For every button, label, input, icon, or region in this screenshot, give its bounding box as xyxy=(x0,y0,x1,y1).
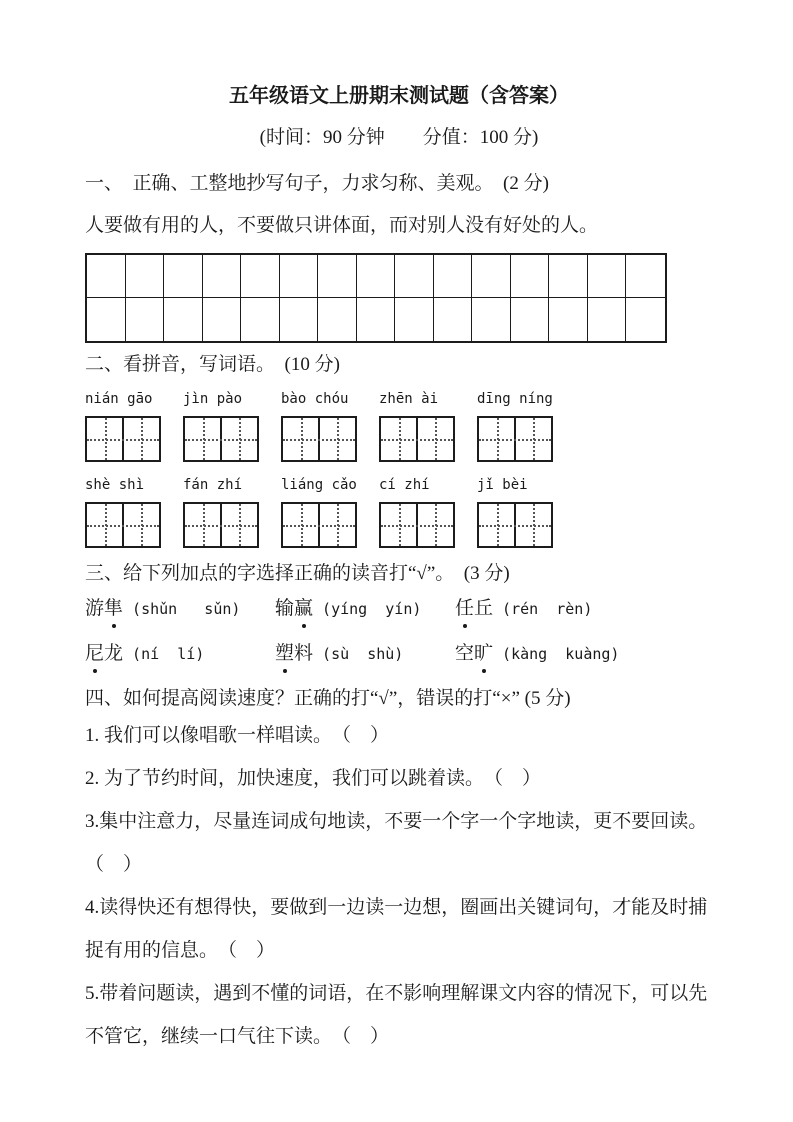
s3-row-1 xyxy=(85,596,713,622)
pinyin-row-2 xyxy=(85,475,713,548)
question-item: 4.读得快还有想得快，要做到一边读一边想，圈画出关键词句，才能及时捕捉有用的信息。 （ ） xyxy=(85,897,708,961)
pinyin-word xyxy=(477,475,553,548)
section4-heading: 四、如何提高阅读速度？正确的打“√”，错误的打“×” (5 分) xyxy=(85,688,571,709)
writing-box xyxy=(281,502,357,548)
writing-box xyxy=(477,502,553,548)
section1-heading: 一、 正确、工整地抄写句子，力求匀称、美观。 (2 分) xyxy=(85,173,549,194)
exam-time-score: (时间：90 分钟 分值：100 分) xyxy=(259,127,539,148)
pronunciation-item xyxy=(455,596,713,622)
copy-grid-cell xyxy=(241,255,280,298)
copy-grid-cell xyxy=(395,255,434,298)
copy-grid-cell xyxy=(280,255,319,298)
copy-grid-cell xyxy=(318,255,357,298)
question-item: 2. 为了节约时间，加快速度，我们可以跳着读。 （ ） xyxy=(85,768,542,789)
question-item: 1. 我们可以像唱歌一样唱读。 （ ） xyxy=(85,725,390,746)
dotted-word: 输赢 xyxy=(275,598,313,619)
pinyin-label: shè shì xyxy=(85,477,145,493)
copy-grid-cell xyxy=(434,255,473,298)
dotted-word: 塑料 xyxy=(275,643,313,664)
copy-grid-cell xyxy=(241,298,280,341)
copy-grid-cell xyxy=(203,298,242,341)
pinyin-word xyxy=(477,389,553,462)
copy-grid-cell xyxy=(87,298,126,341)
writing-box xyxy=(379,416,455,462)
writing-box xyxy=(379,502,455,548)
pinyin-label: jǐ bèi xyxy=(477,477,528,493)
pinyin-word xyxy=(183,389,259,462)
copy-grid-cell xyxy=(357,255,396,298)
copy-grid-cell xyxy=(626,298,665,341)
copy-grid-cell xyxy=(472,298,511,341)
copy-grid-cell xyxy=(126,255,165,298)
pinyin-row-1 xyxy=(85,389,713,462)
copy-grid-cell xyxy=(357,298,396,341)
pinyin-label: bào chóu xyxy=(281,391,349,407)
pronunciation-item xyxy=(85,596,275,622)
pinyin-label: liáng cǎo xyxy=(281,477,357,493)
reading-options: (yíng yín) xyxy=(313,600,422,618)
pinyin-word xyxy=(183,475,259,548)
copy-grid-cell xyxy=(511,255,550,298)
reading-options: (rén rèn) xyxy=(493,600,593,618)
writing-box xyxy=(183,502,259,548)
pinyin-label: jìn pào xyxy=(183,391,243,407)
copy-grid-cell xyxy=(549,255,588,298)
reading-items xyxy=(85,714,717,1058)
pinyin-word xyxy=(281,475,357,548)
pinyin-word xyxy=(281,389,357,462)
copy-grid-cell xyxy=(318,298,357,341)
pinyin-label: zhēn ài xyxy=(379,391,439,407)
copy-grid-cell xyxy=(164,255,203,298)
copy-grid-cell xyxy=(588,255,627,298)
pinyin-word xyxy=(85,389,161,462)
writing-box xyxy=(183,416,259,462)
copy-grid-cell xyxy=(588,298,627,341)
writing-box xyxy=(85,502,161,548)
reading-options: (kàng kuàng) xyxy=(493,645,620,663)
dotted-word: 尼龙 xyxy=(85,643,123,664)
pronunciation-item xyxy=(275,596,455,622)
question-item: 5.带着问题读，遇到不懂的词语，在不影响理解课文内容的情况下，可以先不管它，继续一口气往下读。 （ ） xyxy=(85,983,708,1047)
copy-grid-cell xyxy=(126,298,165,341)
pinyin-label: cí zhí xyxy=(379,477,430,493)
pinyin-label: nián gāo xyxy=(85,391,153,407)
copy-grid-cell xyxy=(203,255,242,298)
dotted-word: 空旷 xyxy=(455,643,493,664)
page-title: 五年级语文上册期末测试题（含答案） xyxy=(229,85,569,107)
pronunciation-item xyxy=(455,641,713,667)
writing-box xyxy=(281,416,357,462)
pinyin-label: fán zhí xyxy=(183,477,243,493)
writing-box xyxy=(85,416,161,462)
copy-grid-cell xyxy=(164,298,203,341)
pinyin-word xyxy=(379,475,455,548)
question-item: 3.集中注意力，尽量连词成句地读，不要一个字一个字地读，更不要回读。 （ ） xyxy=(85,811,717,875)
copy-grid-cell xyxy=(511,298,550,341)
dotted-word: 游隼 xyxy=(85,598,123,619)
copy-grid-cell xyxy=(280,298,319,341)
section2-heading: 二、看拼音，写词语。 (10 分) xyxy=(85,354,340,375)
copy-grid-cell xyxy=(87,255,126,298)
copy-grid-cell xyxy=(626,255,665,298)
s3-row-2 xyxy=(85,641,713,667)
copy-grid-cell xyxy=(395,298,434,341)
copy-grid-cell xyxy=(434,298,473,341)
pinyin-label: dīng níng xyxy=(477,391,553,407)
writing-box xyxy=(477,416,553,462)
copy-grid-cell xyxy=(472,255,511,298)
reading-options: (sù shù) xyxy=(313,645,404,663)
copy-grid xyxy=(85,253,667,343)
pinyin-word xyxy=(379,389,455,462)
pinyin-word xyxy=(85,475,161,548)
copy-grid-cell xyxy=(549,298,588,341)
dotted-word: 任丘 xyxy=(455,598,493,619)
pronunciation-item xyxy=(85,641,275,667)
pronunciation-item xyxy=(275,641,455,667)
copy-sentence: 人要做有用的人，不要做只讲体面，而对别人没有好处的人。 xyxy=(85,215,599,236)
reading-options: (shǔn sǔn) xyxy=(123,600,241,618)
section3-heading: 三、给下列加点的字选择正确的读音打“√”。 (3 分) xyxy=(85,563,510,584)
reading-options: (ní lí) xyxy=(123,645,205,663)
